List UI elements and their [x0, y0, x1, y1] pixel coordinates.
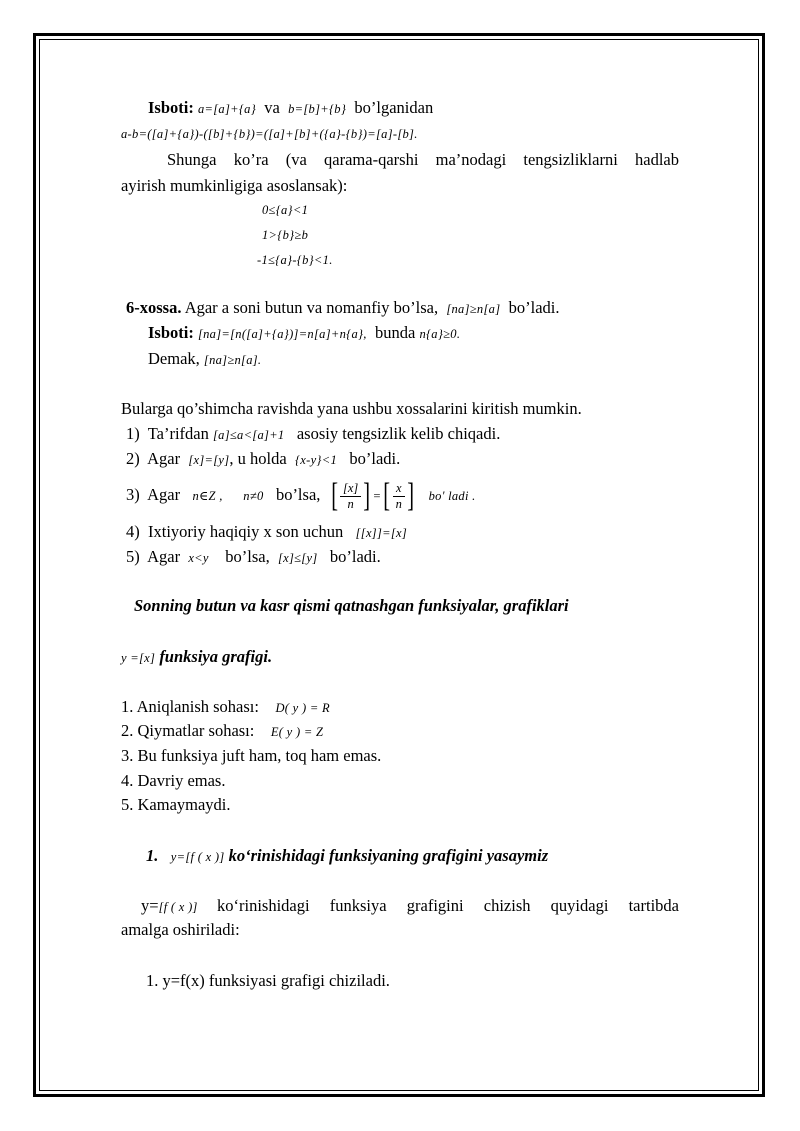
item-1 — [126, 424, 500, 445]
prop6-proof-label: Isboti: — [148, 323, 194, 342]
item-5 — [126, 547, 381, 568]
para-y-lead: y= — [141, 896, 159, 915]
para-shunga-text1: Shunga ko’ra (va qarama-qarshi ma’nodagi tengsizliklarni hadlab — [167, 150, 679, 169]
item-5-mid: bo’lsa, — [225, 547, 270, 566]
graph-formula: y =[x] — [121, 651, 156, 665]
item-5-formula: x<y — [188, 551, 209, 565]
graph-heading — [121, 647, 272, 668]
item-1-tail: asosiy tengsizlik kelib chiqadi. — [296, 424, 501, 443]
prop6-end: bo’ladi. — [508, 298, 560, 317]
para-y-line1 — [121, 896, 679, 917]
graph-prop-1 — [121, 697, 330, 718]
graph-prop-3: 3. Bu funksiya juft ham, toq ham emas. — [121, 746, 382, 765]
inequality-2: 1>{b}≥b — [262, 228, 309, 242]
prop6-line — [126, 298, 560, 319]
item-5-num: 5) — [126, 547, 140, 566]
proof1-formula-line: a-b=([a]+{a})-([b]+{b})=([a]+[b]+({a}-{b})=[a]-[b]. — [121, 127, 418, 141]
item-2-mid: , u holda — [229, 449, 287, 468]
proof1-line — [148, 98, 433, 119]
graph-prop-5: 5. Kamaymaydi. — [121, 795, 231, 814]
conj-va: va — [264, 98, 280, 117]
item-1-num: 1) — [126, 424, 140, 443]
prop6-proof-line — [148, 323, 460, 344]
item-2-formula2: {x-y}<1 — [294, 453, 338, 467]
item-3-num: 3) — [126, 485, 140, 504]
item-2 — [126, 449, 400, 470]
item-2-text: Agar — [147, 449, 181, 468]
para-y-line2: amalga oshiriladi: — [121, 920, 240, 939]
item-3-mid: bo’lsa, — [275, 485, 321, 504]
graph-prop-1-formula: D( y ) = R — [275, 701, 330, 715]
item-3: 3) Agar n∈Z , n≠0 bo’lsa, [ $\frac{[x]}{n}$ ] =[ $\frac{x}{n}$ ] bo' ladi . — [126, 477, 476, 515]
proof-label: Isboti: — [148, 98, 194, 117]
item-4-num: 4) — [126, 522, 140, 541]
item-3-fraction-2: $\frac{x}{n}$ — [393, 481, 405, 512]
item-1-text: Ta’rifdan — [147, 424, 209, 443]
proof1-end: bo’lganidan — [354, 98, 434, 117]
prop6-proof-tail: bunda — [374, 323, 416, 342]
item-2-num: 2) — [126, 449, 140, 468]
item-2-formula: [x]=[y] — [188, 453, 230, 467]
prop6-proof-tail-formula: n{a}≥0. — [419, 327, 461, 341]
para-y-text1: ko‘rinishidagi funksiya grafigini chizish quyidagi tartibda — [217, 896, 679, 915]
formula-b: b=[b]+{b} — [288, 102, 347, 116]
item-3-fraction-1: $\frac{[x]}{n}$ — [340, 481, 361, 512]
inequality-1: 0≤{a}<1 — [262, 203, 309, 217]
para-shunga-line1 — [121, 150, 679, 170]
item-3-eq: = — [372, 489, 382, 503]
item-5-formula2: [x]≤[y] — [277, 551, 318, 565]
item-5-tail: bo’ladi. — [329, 547, 381, 566]
graph-title: funksiya grafigi. — [159, 647, 273, 666]
subsection-heading — [146, 846, 548, 867]
para-y-formula: [f ( x )] — [158, 900, 198, 914]
graph-prop-2 — [121, 721, 323, 742]
inequality-3: -1≤{a}-{b}<1. — [257, 253, 333, 267]
para-shunga-line2: ayirish mumkinligiga asoslansak): — [121, 176, 348, 195]
prop6-proof-formula: [na]=[n([a]+{a})]=n[a]+n{a}, — [197, 327, 367, 341]
para-y-lead-wrap — [121, 896, 198, 917]
formula-a: a=[a]+{a} — [197, 102, 257, 116]
graph-prop-2-text: 2. Qiymatlar sohası: — [121, 721, 255, 740]
item-3-text: Agar — [147, 485, 181, 504]
prop6-text: Agar a soni butun va nomanfiy bo’lsa, — [184, 298, 439, 317]
prop6-demak: Demak, — [148, 349, 200, 368]
item-3-f2: n≠0 — [243, 489, 264, 503]
subsection-formula: y=[f ( x )] — [170, 850, 225, 864]
item-4 — [126, 522, 407, 543]
step-1: 1. y=f(x) funksiyasi grafigi chiziladi. — [146, 971, 390, 990]
prop6-label: 6-xossa. — [126, 298, 182, 317]
item-2-tail: bo’ladi. — [349, 449, 401, 468]
item-1-formula: [a]≤a<[a]+1 — [212, 428, 285, 442]
subsection-num: 1. — [146, 846, 159, 865]
item-3-f1: n∈Z , — [192, 489, 223, 503]
item-3-tail: bo' ladi . — [428, 489, 476, 503]
prop6-demak-formula: [na]≥n[a]. — [203, 353, 262, 367]
graph-prop-1-text: 1. Aniqlanish sohası: — [121, 697, 259, 716]
graph-prop-4: 4. Davriy emas. — [121, 771, 226, 790]
item-4-text: Ixtiyoriy haqiqiy x son uchun — [148, 522, 344, 541]
subsection-title: ko‘rinishidagi funksiyaning grafigini yasaymiz — [228, 846, 549, 865]
graph-prop-2-formula: E( y ) = Z — [270, 725, 324, 739]
section-title: Sonning butun va kasr qismi qatnashgan funksiyalar, grafiklari — [134, 596, 569, 615]
additional-intro: Bularga qo’shimcha ravishda yana ushbu xossalarini kiritish mumkin. — [121, 399, 582, 418]
prop6-demak-line — [148, 349, 261, 370]
prop6-formula: [na]≥n[a] — [446, 302, 501, 316]
item-5-text: Agar — [147, 547, 181, 566]
item-4-formula: [[x]]=[x] — [355, 526, 408, 540]
